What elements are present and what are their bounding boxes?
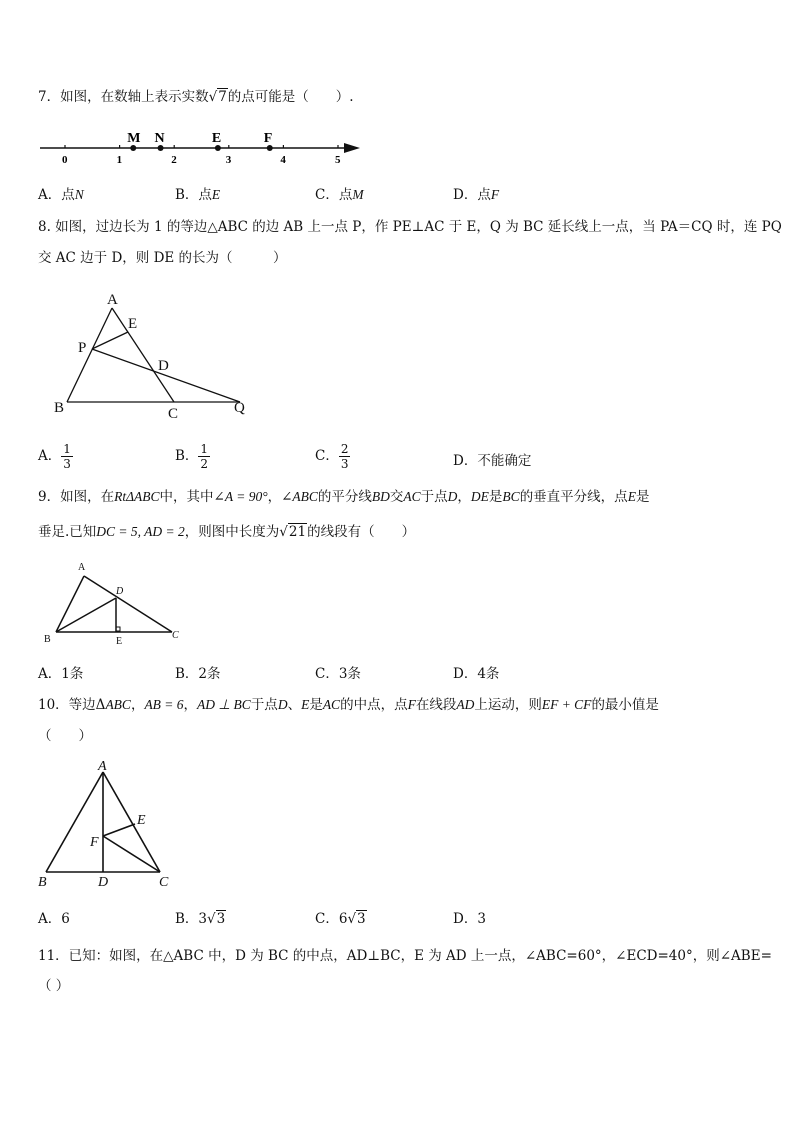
q9-label-e: E (116, 636, 123, 647)
q7-option-b[interactable]: B．点E (175, 187, 221, 203)
q9-option-d[interactable]: D．4条 (453, 666, 500, 682)
q9-option-b[interactable]: B．2条 (175, 666, 221, 682)
q10-stem-line2: （ ） (38, 728, 92, 744)
q7-point-label: E (211, 131, 222, 146)
q10-label-f: F (90, 835, 99, 850)
q8-label-e: E (128, 316, 138, 332)
q8-stem-line2: 交 AC 边于 D，则 DE 的长为（ ） (38, 250, 287, 266)
q8-label-q: Q (234, 400, 245, 416)
q10-label-a: A (98, 759, 107, 774)
q7-option-c[interactable]: C．点M (315, 187, 364, 203)
q10-option-c[interactable]: C．6√3 (315, 911, 366, 927)
q7-tick-label: 1 (116, 154, 123, 166)
q9-option-c[interactable]: C．3条 (315, 666, 361, 682)
q8-label-c: C (168, 406, 179, 422)
q8-option-d[interactable]: D．不能确定 (453, 453, 532, 469)
q7-point-label: M (127, 131, 141, 146)
q8-label-a: A (107, 292, 118, 308)
q10-option-a[interactable]: A．6 (38, 911, 70, 927)
q9-figure (40, 560, 190, 650)
q8-figure (52, 288, 272, 428)
q11-stem-line1: 11．已知：如图，在△ABC 中，D 为 BC 的中点，AD⊥BC，E 为 AD 上一点，∠ABC=60°，∠ECD=40°，则∠ABE= (38, 948, 772, 964)
q10-option-d[interactable]: D．3 (453, 911, 486, 927)
q8-label-d: D (158, 358, 169, 374)
q7-stem (38, 88, 354, 106)
q9-label-b: B (44, 634, 51, 645)
q8-label-b: B (54, 400, 65, 416)
q9-option-a[interactable]: A．1条 (38, 666, 84, 682)
q11-stem-line2: （ ） (38, 978, 70, 994)
q7-sqrt: √7 (208, 89, 227, 105)
q8-option-a[interactable]: A． $\frac{1}{3}$ (38, 442, 71, 471)
q10-label-d: D (98, 875, 109, 890)
q8-option-c[interactable]: C． $\frac{2}{3}$ (315, 442, 349, 471)
q9-label-c: C (172, 630, 179, 641)
q10-label-b: B (38, 875, 47, 890)
q9-label-d: D (116, 586, 124, 597)
q10-label-c: C (159, 875, 169, 890)
q10-label-e: E (137, 813, 146, 828)
q7-stem-post: 的点可能是（ ）. (227, 89, 354, 105)
q10-figure (36, 758, 186, 888)
q7-number-line (38, 126, 368, 166)
q7-tick-label: 3 (225, 154, 232, 166)
q7-point-label: F (263, 131, 273, 146)
q8-label-p: P (78, 340, 87, 356)
q7-tick-label: 5 (335, 154, 341, 166)
q8-stem-line1: 8. 如图，过边长为 1 的等边△ABC 的边 AB 上一点 P，作 PE⊥AC 于 E，Q 为 BC 延长线上一点，当 PA＝CQ 时，连 PQ (38, 219, 782, 235)
q9-stem-line2: 垂足.已知DC = 5, AD = 2，则图中长度为√21的线段有（ ） (38, 524, 416, 540)
q8-option-b[interactable]: B． $\frac{1}{2}$ (175, 442, 209, 471)
q7-stem-pre: 7．如图，在数轴上表示实数 (38, 89, 209, 105)
q9-label-a: A (78, 562, 86, 573)
q7-tick-label: 0 (62, 154, 68, 166)
q7-point-label: N (154, 131, 165, 146)
q10-option-b[interactable]: B．3√3 (175, 911, 226, 927)
q7-tick-label: 2 (171, 154, 177, 166)
q10-stem-line1: 10．等边ΔABC，AB = 6，AD ⊥ BC于点D、E是AC的中点，点F在线段AD上运动，则EF + CF的最小值是 (38, 697, 659, 713)
q7-option-a[interactable]: A．点N (38, 187, 84, 203)
q7-tick-label: 4 (280, 154, 286, 166)
q9-stem-line1: 9．如图，在RtΔABC中，其中∠A = 90°，∠ABC的平分线BD交AC于点D，DE是BC的垂直平分线，点E是 (38, 489, 650, 505)
q7-option-d[interactable]: D．点F (453, 187, 500, 203)
